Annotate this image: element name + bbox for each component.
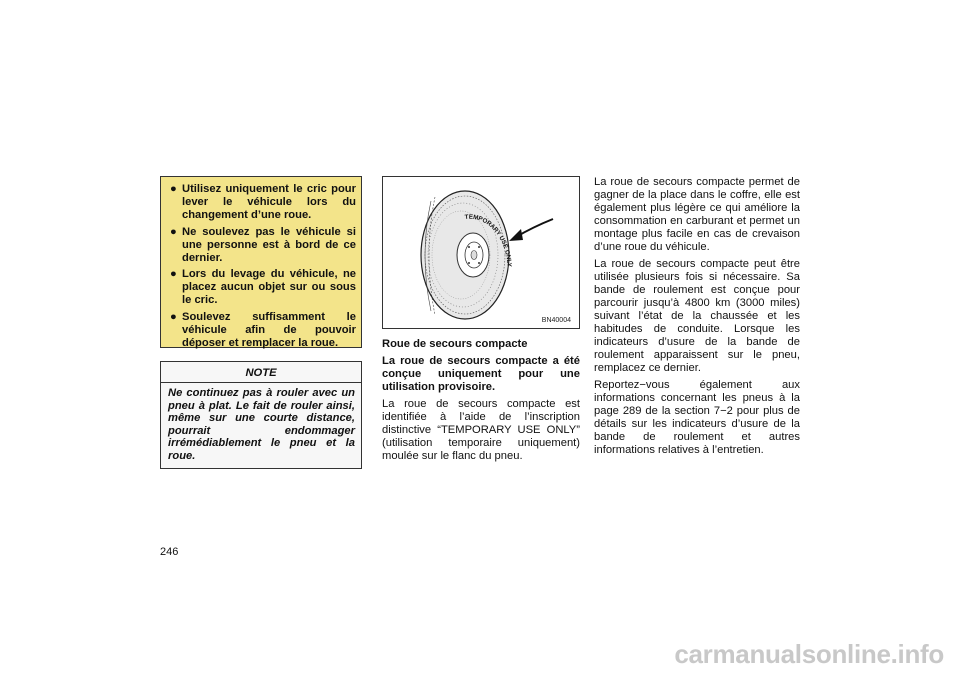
watermark: carmanualsonline.info <box>674 639 944 669</box>
paragraph: La roue de secours compacte permet de gagner de la place dans le coffre, elle est également plus légère ce qui améliore la consommation en carburant et permet un montage plus facile en cas de crevaison d’une roue du véhicule. <box>594 176 800 253</box>
tire-figure <box>382 176 580 329</box>
paragraph: Reportez−vous également aux informations concernant les pneus à la page 289 de la section 7−2 pour plus de détails sur les indicateurs d’usure de la bande de roulement et autres informations relatives à l’entretien. <box>594 379 800 456</box>
section-bold-text: La roue de secours compacte a été conçue uniquement pour une utilisation provisoire. <box>382 355 580 393</box>
paragraph: La roue de secours compacte peut être utilisée plusieurs fois si nécessaire. Sa bande de roulement est conçue pour parcourir jusqu’à 4800 km (3000 miles) suivant l’état de la chaussée et les habitudes de conduite. Lorsque les indicateurs d’usure de la bande de roulement apparaissent sur le pneu, remplacez ce dernier. <box>594 258 800 374</box>
note-body: Ne continuez pas à rouler avec un pneu à plat. Le fait de rouler ainsi, même sur une courte distance, pourrait endommager irrémédiablement le pneu et la roue. <box>168 387 355 462</box>
bullet-icon: ● <box>170 225 177 238</box>
compact-spare-section <box>382 338 580 463</box>
warning-item: ● Soulevez suffisamment le véhicule afin de pouvoir déposer et remplacer la roue. <box>170 310 356 349</box>
page-number: 246 <box>160 546 179 558</box>
warning-item: ● Ne soulevez pas le véhicule si une personne est à bord de ce dernier. <box>170 225 356 264</box>
section-heading: Roue de secours compacte <box>382 338 528 350</box>
warning-list <box>161 177 361 350</box>
figure-code: BN40004 <box>541 317 571 324</box>
warning-item: ● Utilisez uniquement le cric pour lever le véhicule lors du changement d’une roue. <box>170 183 356 221</box>
note-divider <box>161 382 361 383</box>
note-box <box>160 361 362 469</box>
bullet-icon: ● <box>170 268 177 280</box>
bullet-icon: ● <box>170 310 177 323</box>
section-body: La roue de secours compacte est identifiée à l’aide de l’inscription distinctive “TEMPORARY USE ONLY” (utilisation temporaire uniquement) moulée sur le flanc du pneu. <box>382 398 580 462</box>
spare-tire-illustration <box>383 177 579 328</box>
tire-inscription: TEMPORARY USE ONLY <box>464 213 513 268</box>
note-title: NOTE <box>245 367 277 379</box>
warning-item: ● Lors du levage du véhicule, ne placez aucun objet sur ou sous le cric. <box>170 268 356 306</box>
bullet-icon: ● <box>170 183 177 195</box>
warning-box <box>160 176 362 348</box>
right-column <box>594 176 800 461</box>
